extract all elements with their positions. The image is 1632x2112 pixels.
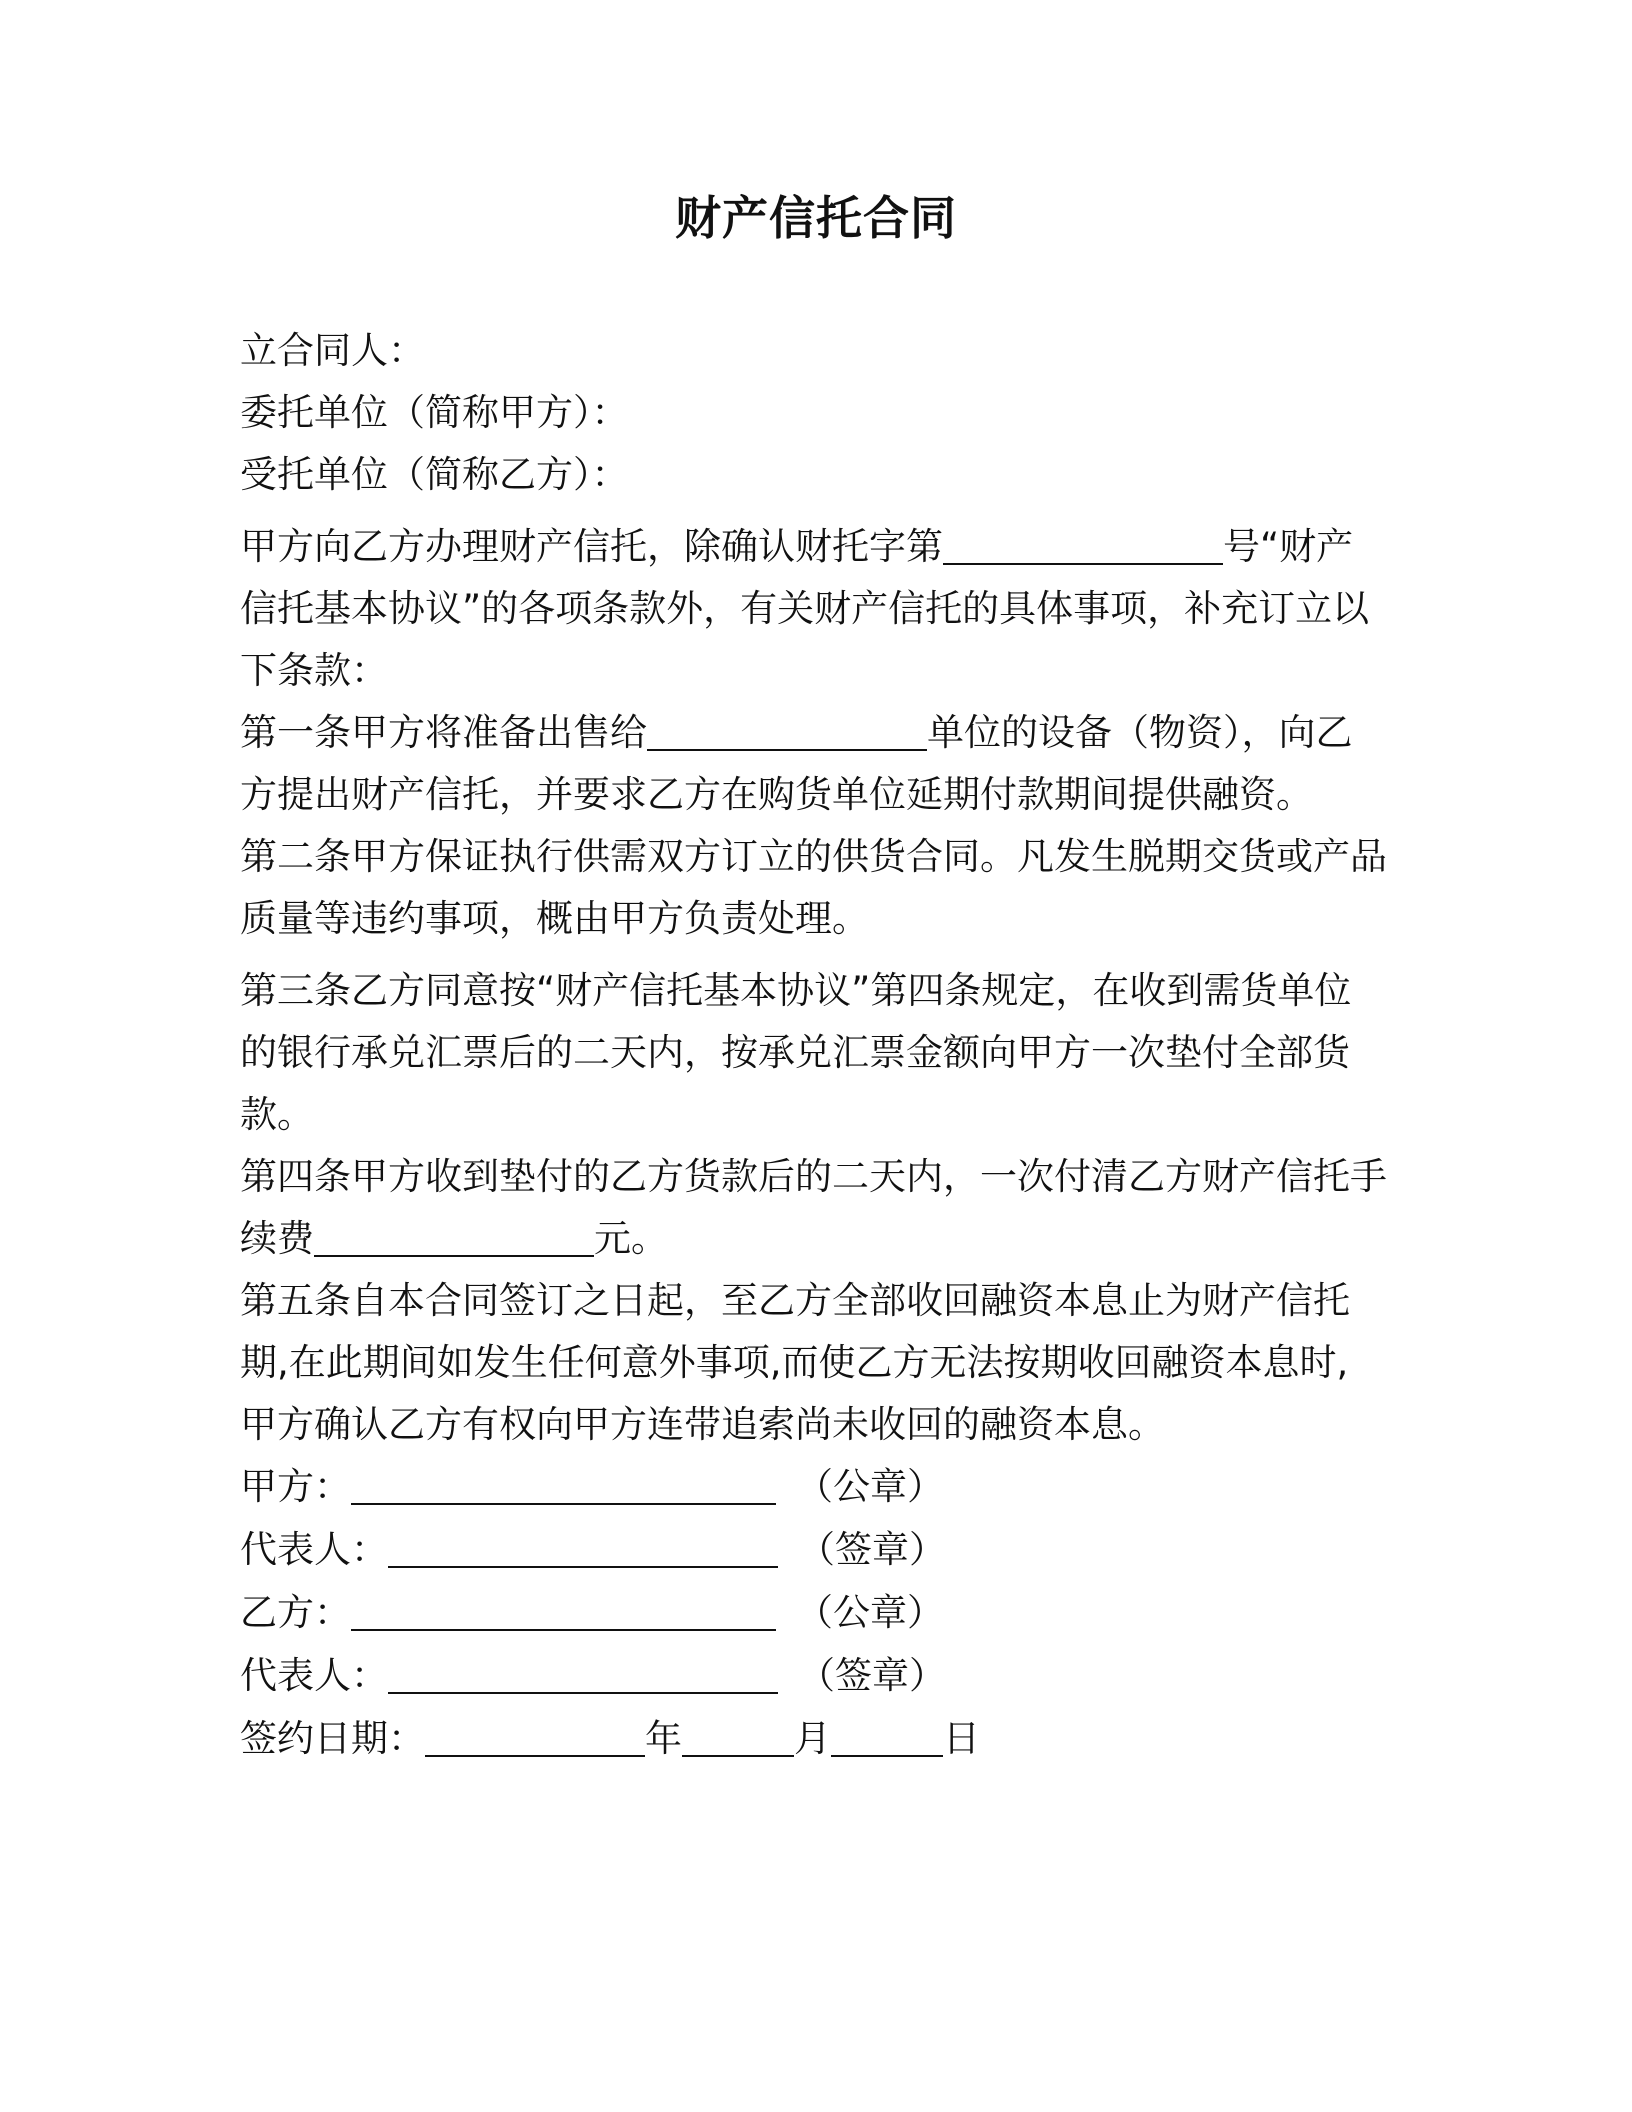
intro-text-1b: 号“财产 xyxy=(1223,525,1354,568)
parties-heading: 立合同人： xyxy=(240,329,425,372)
article4-line-1: 第四条甲方收到垫付的乙方货款后的二天内，一次付清乙方财产信托手 xyxy=(240,1155,1387,1198)
intro-line-2: 信托基本协议”的各项条款外，有关财产信托的具体事项，补充订立以 xyxy=(240,587,1370,630)
document-body xyxy=(240,320,1390,1771)
party-b-sign-label: 乙方： xyxy=(240,1591,351,1634)
rep-b-seal-note: （签章） xyxy=(798,1654,946,1697)
year-label: 年 xyxy=(645,1717,682,1760)
rep-b-sign-blank[interactable] xyxy=(388,1648,778,1694)
intro-text-1a: 甲方向乙方办理财产信托，除确认财托字第 xyxy=(240,525,943,568)
article4-line-2 xyxy=(240,1208,1390,1270)
day-blank[interactable] xyxy=(831,1711,943,1757)
party-b-line: 受托单位（简称乙方）： xyxy=(240,453,629,496)
signature-party-b xyxy=(240,1582,1390,1645)
signing-date-row xyxy=(240,1708,1390,1771)
article3-line-2: 的银行承兑汇票后的二天内，按承兑汇票金额向甲方一次垫付全部货 xyxy=(240,1031,1350,1074)
article1-text-1b: 单位的设备（物资），向乙 xyxy=(927,711,1353,754)
intro-line-3: 下条款： xyxy=(240,649,388,692)
article4-text-2a: 续费 xyxy=(240,1217,314,1260)
article3-line-1: 第三条乙方同意按“财产信托基本协议”第四条规定，在收到需货单位 xyxy=(240,969,1352,1012)
document-title: 财产信托合同 xyxy=(675,191,957,245)
rep-a-sign-blank[interactable] xyxy=(388,1522,778,1568)
article1-line-1 xyxy=(240,702,1390,764)
rep-a-sign-label: 代表人： xyxy=(240,1528,388,1571)
fee-amount-blank[interactable] xyxy=(314,1211,594,1257)
month-blank[interactable] xyxy=(682,1711,794,1757)
article2-line-1: 第二条甲方保证执行供需双方订立的供货合同。凡发生脱期交货或产品 xyxy=(240,835,1387,878)
buyer-unit-blank[interactable] xyxy=(647,705,927,751)
date-label: 签约日期： xyxy=(240,1717,425,1760)
signature-rep-b xyxy=(240,1645,1390,1708)
day-label: 日 xyxy=(943,1717,980,1760)
month-label: 月 xyxy=(794,1717,831,1760)
party-b-seal-note: （公章） xyxy=(796,1591,944,1634)
signature-party-a xyxy=(240,1456,1390,1519)
article5-line-2: 期,在此期间如发生任何意外事项,而使乙方无法按期收回融资本息时, xyxy=(240,1341,1349,1384)
signature-rep-a xyxy=(240,1519,1390,1582)
rep-b-sign-label: 代表人： xyxy=(240,1654,388,1697)
party-b-sign-blank[interactable] xyxy=(351,1585,776,1631)
article2-line-2: 质量等违约事项，概由甲方负责处理。 xyxy=(240,897,869,940)
party-a-sign-label: 甲方： xyxy=(240,1465,351,1508)
article1-line-2: 方提出财产信托，并要求乙方在购货单位延期付款期间提供融资。 xyxy=(240,773,1313,816)
contract-number-blank[interactable] xyxy=(943,519,1223,565)
intro-line-1 xyxy=(240,516,1390,578)
year-blank[interactable] xyxy=(425,1711,645,1757)
article5-line-3: 甲方确认乙方有权向甲方连带追索尚未收回的融资本息。 xyxy=(240,1403,1165,1446)
party-a-sign-blank[interactable] xyxy=(351,1459,776,1505)
article4-text-2b: 元。 xyxy=(594,1217,668,1260)
article5-line-1: 第五条自本合同签订之日起，至乙方全部收回融资本息止为财产信托 xyxy=(240,1279,1350,1322)
article1-text-1a: 第一条甲方将准备出售给 xyxy=(240,711,647,754)
party-a-line: 委托单位（简称甲方）： xyxy=(240,391,629,434)
party-a-seal-note: （公章） xyxy=(796,1465,944,1508)
article3-line-3: 款。 xyxy=(240,1093,314,1136)
rep-a-seal-note: （签章） xyxy=(798,1528,946,1571)
